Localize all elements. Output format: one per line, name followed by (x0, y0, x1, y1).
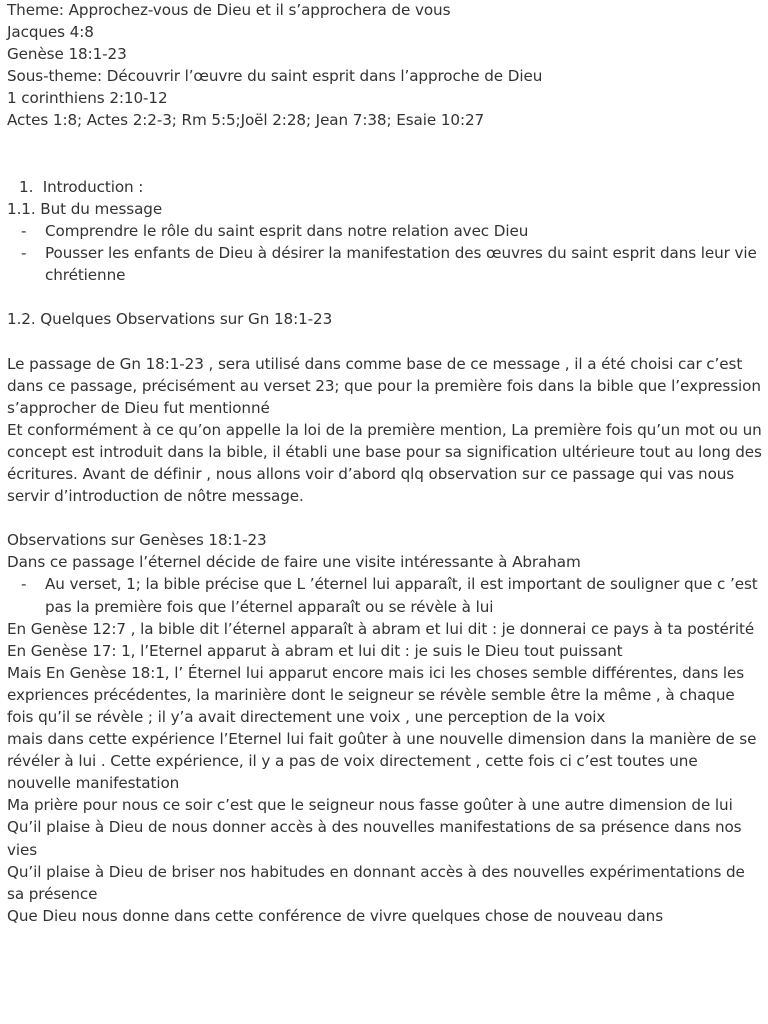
document-page (7, 0, 763, 927)
subsection-observations: 1.2. Quelques Observations sur Gn 18:1-23 (7, 310, 333, 329)
section-title: Introduction : (42, 177, 144, 196)
paragraph: Qu’il plaise à Dieu de briser nos habitudes en donnant accès à des nouvelles expérimentations de sa présence (7, 862, 745, 903)
sous-theme-line: Sous-theme: Découvrir l’œuvre du saint esprit dans l’approche de Dieu (7, 67, 543, 86)
subsection-but-du-message: 1.1. But du message (7, 199, 163, 218)
observation-text: Au verset, 1; la bible précise que L ’éternel lui apparaît, il est important de souligner que c ’est pas la première fois que l’éternel apparaît ou se révèle à lui (45, 575, 758, 616)
paragraph: En Genèse 17: 1, l’Eternel apparut à abram et lui dit : je suis le Dieu tout puissant (7, 641, 623, 660)
bullet-dash: - (21, 221, 27, 240)
section-number: 1. (19, 177, 34, 196)
bullet-dash: - (21, 575, 27, 594)
theme-line: Theme: Approchez-vous de Dieu et il s’approchera de vous (7, 1, 451, 19)
spacer (7, 330, 763, 352)
paragraph: Et conformément à ce qu’on appelle la loi de la première mention, La première fois qu’un mot ou un concept est introduit dans la bible, il établi une base pour sa signification ultérieure tout au long des écritures. Avant de définir , nous allons voir d’abord qlq observation sur ce passage qui vas nous servir d’introduction de nôtre message. (7, 420, 762, 506)
goal-bullet-item (7, 242, 763, 286)
paragraph: Le passage de Gn 18:1-23 , sera utilisé dans comme base de ce message , il a été choisi car c’est dans ce passage, précisément au verset 23; que pour la première fois dans la bible que l’expression s’approcher de Dieu fut mentionné (7, 354, 761, 417)
observation-bullet-item (7, 573, 763, 617)
paragraph: Mais En Genèse 18:1, l’ Éternel lui apparut encore mais ici les choses semble différentes, dans les expriences précédentes, la marinière dont le seigneur se révèle semble être la même , à chaque fois qu’il se révèle ; il y’a avait directement une voix , une perception de la voix (7, 663, 745, 726)
paragraph: Que Dieu nous donne dans cette conférence de vivre quelques chose de nouveau dans (7, 906, 664, 925)
reference-list: Actes 1:8; Actes 2:2-3; Rm 5:5;Joël 2:28; Jean 7:38; Esaie 10:27 (7, 111, 485, 130)
spacer (7, 154, 763, 176)
spacer (7, 507, 763, 529)
paragraph: En Genèse 12:7 , la bible dit l’éternel apparaît à abram et lui dit : je donnerai ce pays à ta postérité (7, 619, 755, 638)
observations-intro: Dans ce passage l’éternel décide de faire une visite intéressante à Abraham (7, 553, 581, 572)
observations-title: Observations sur Genèses 18:1-23 (7, 531, 267, 550)
reference-genese: Genèse 18:1-23 (7, 45, 127, 64)
section-heading-introduction (7, 176, 763, 198)
goal-text: Pousser les enfants de Dieu à désirer la manifestation des œuvres du saint esprit dans leur vie chrétienne (45, 244, 757, 285)
paragraph: Qu’il plaise à Dieu de nous donner accès à des nouvelles manifestations de sa présence dans nos vies (7, 818, 742, 859)
paragraph: Ma prière pour nous ce soir c’est que le seigneur nous fasse goûter à une autre dimension de lui (7, 796, 733, 815)
goal-text: Comprendre le rôle du saint esprit dans notre relation avec Dieu (45, 221, 529, 240)
spacer (7, 132, 763, 154)
reference-jacques: Jacques 4:8 (7, 23, 94, 42)
bullet-dash: - (21, 244, 27, 263)
paragraph: mais dans cette expérience l’Eternel lui fait goûter à une nouvelle dimension dans la manière de se révéler à lui . Cette expérience, il y a pas de voix directement , cette fois ci c’est toutes une nouvelle manifestation (7, 730, 757, 793)
reference-corinthiens: 1 corinthiens 2:10-12 (7, 89, 168, 108)
spacer (7, 286, 763, 308)
goal-bullet-item (7, 220, 763, 242)
